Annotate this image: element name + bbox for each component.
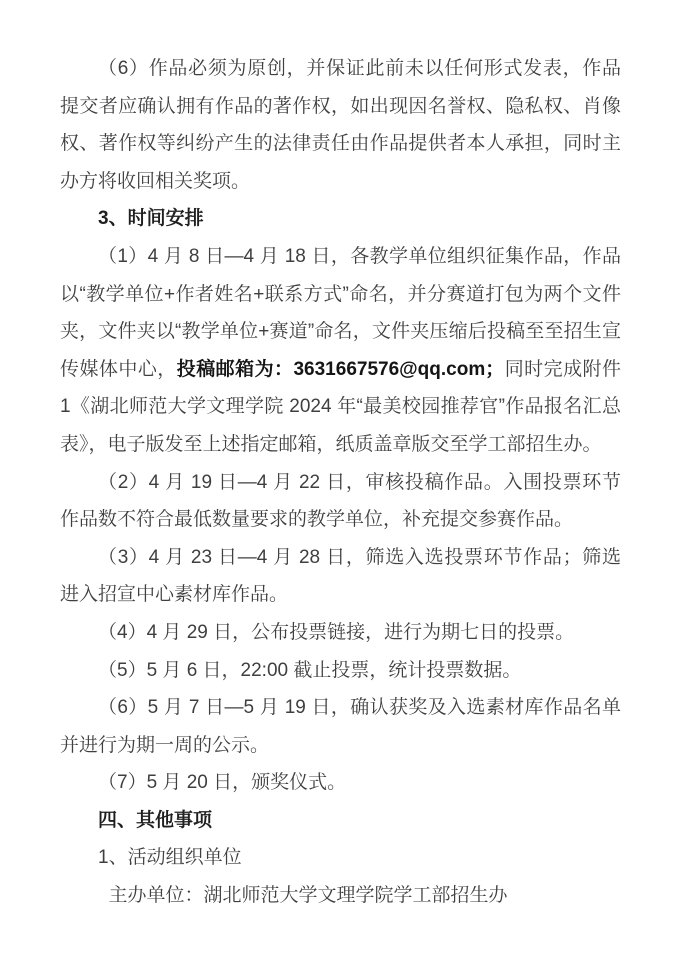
- paragraph-schedule-item-4: （4）4 月 29 日，公布投票链接，进行为期七日的投票。: [98, 621, 575, 643]
- paragraph-schedule-item-1: [60, 238, 621, 464]
- submission-email-text: 投稿邮箱为：3631667576@qq.com；: [176, 358, 505, 380]
- paragraph-originality-clause: （6）作品必须为原创，并保证此前未以任何形式发表，作品提交者应确认拥有作品的著作权，如出现因名誉权、隐私权、肖像权、著作权等纠纷产生的法律责任由作品提供者本人承担，同时主办方将收回相关奖项。: [60, 58, 621, 192]
- paragraph-host-unit: 主办单位：湖北师范大学文理学院学工部招生办: [108, 885, 508, 907]
- heading-time-schedule: 3、时间安排: [98, 208, 204, 230]
- schedule-item-1-continuation: 同时完成附件 1《湖北师范大学文理学院 2024 年“最美校园推荐官”作品报名汇总表》，电子版发至上述指定邮箱，纸质盖章版交至学工部招生办。: [60, 358, 621, 455]
- paragraph-schedule-item-5: （5）5 月 6 日，22:00 截止投票，统计投票数据。: [98, 659, 522, 681]
- paragraph-schedule-item-3: （3）4 月 23 日—4 月 28 日，筛选入选投票环节作品；筛选进入招宣中心素材库作品。: [60, 546, 621, 606]
- schedule-item-1-text: （1）4 月 8 日—4 月 18 日，各教学单位组织征集作品，作品以“教学单位+作者姓名+联系方式”命名，并分赛道打包为两个文件夹，文件夹以“教学单位+赛道”命名，文件夹压缩后投稿至至招生宣传媒体中心，: [60, 245, 621, 380]
- paragraph-schedule-item-7: （7）5 月 20 日，颁奖仪式。: [98, 772, 347, 794]
- paragraph-schedule-item-2: （2）4 月 19 日—4 月 22 日，审核投稿作品。入围投票环节作品数不符合最低数量要求的教学单位，补充提交参赛作品。: [60, 471, 621, 531]
- heading-other-matters: 四、其他事项: [98, 809, 213, 831]
- paragraph-schedule-item-6: （6）5 月 7 日—5 月 19 日，确认获奖及入选素材库作品名单并进行为期一周的公示。: [60, 697, 621, 756]
- paragraph-organizing-unit: 1、活动组织单位: [98, 847, 242, 869]
